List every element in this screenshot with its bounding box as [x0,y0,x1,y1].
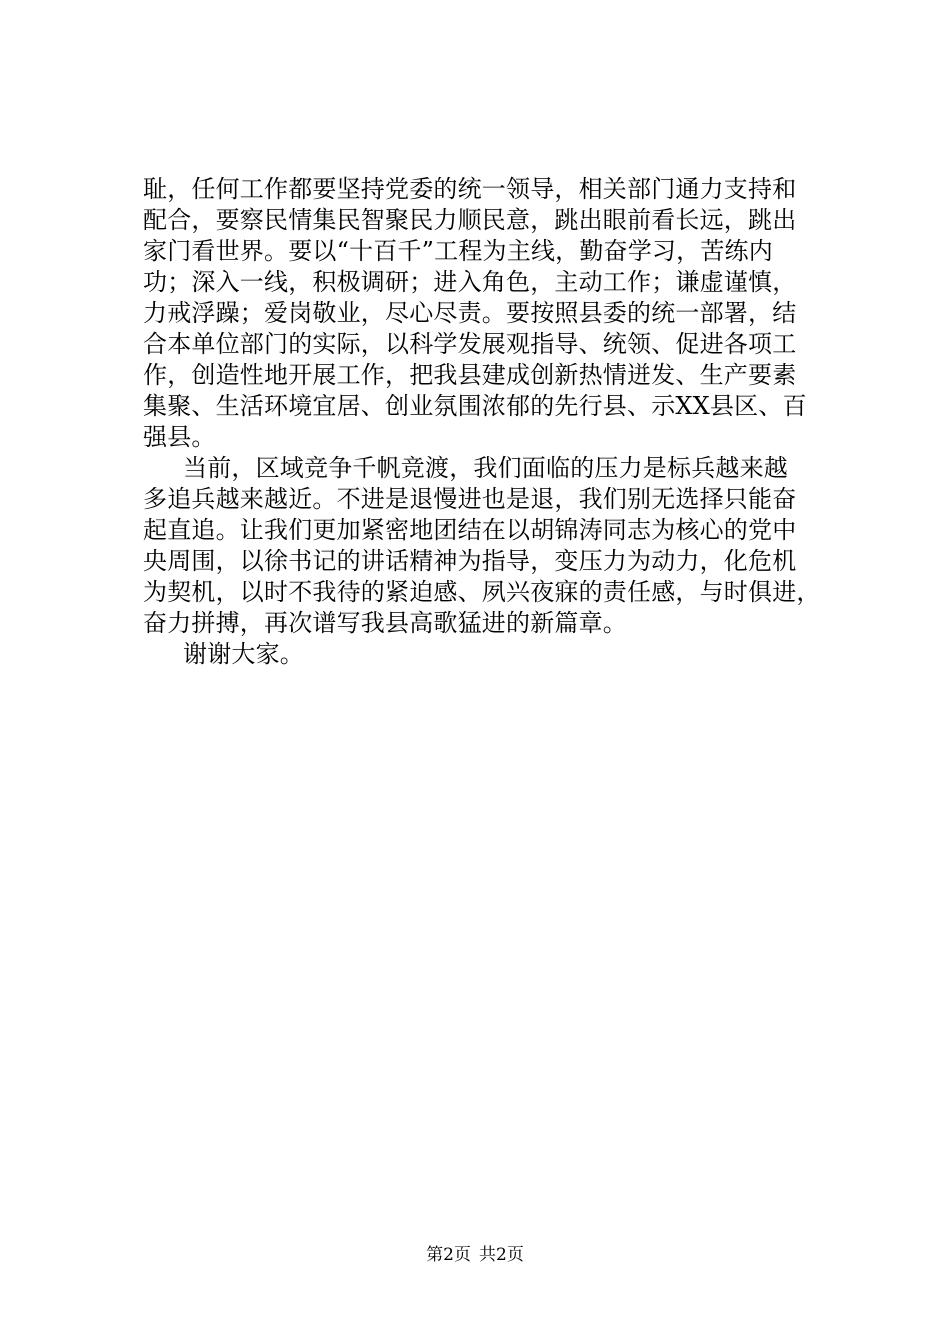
text-line: 集聚、生活环境宜居、创业氛围浓郁的先行县、示XX县区、百 [143,392,807,420]
document-body [143,174,843,670]
text-line: 配合，要察民情集民智聚民力顺民意，跳出眼前看长远，跳出 [143,206,797,234]
text-line: 合本单位部门的实际，以科学发展观指导、统领、促进各项工 [143,330,797,358]
text-line: 家门看世界。要以“十百千”工程为主线，勤奋学习，苦练内 [143,237,773,265]
text-line: 耻，任何工作都要坚持党委的统一领导，相关部门通力支持和 [143,175,797,203]
text-line: 起直追。让我们更加紧密地团结在以胡锦涛同志为核心的党中 [143,516,797,544]
text-line: 央周围，以徐书记的讲话精神为指导，变压力为动力，化危机 [143,547,797,575]
page-number-total: 共2页 [479,1245,524,1265]
text-line: 力戒浮躁；爱岗敬业，尽心尽责。要按照县委的统一部署，结 [143,299,797,327]
closing-line: 谢谢大家。 [183,640,304,668]
text-line: 为契机，以时不我待的紧迫感、夙兴夜寐的责任感，与时俱进， [143,578,821,606]
text-line: 功；深入一线，积极调研；进入角色，主动工作；谦虚谨慎， [143,268,797,296]
text-line: 作，创造性地开展工作，把我县建成创新热情迸发、生产要素 [143,361,797,389]
text-line: 强县。 [143,423,216,451]
page-footer [0,1244,950,1266]
page-number-current: 第2页 [426,1245,471,1265]
text-line: 奋力拼搏，再次谱写我县高歌猛进的新篇章。 [143,609,627,637]
text-line: 多追兵越来越近。不进是退慢进也是退，我们别无选择只能奋 [143,485,797,513]
paragraph-start-line: 当前，区域竞争千帆竞渡，我们面临的压力是标兵越来越 [183,454,788,482]
